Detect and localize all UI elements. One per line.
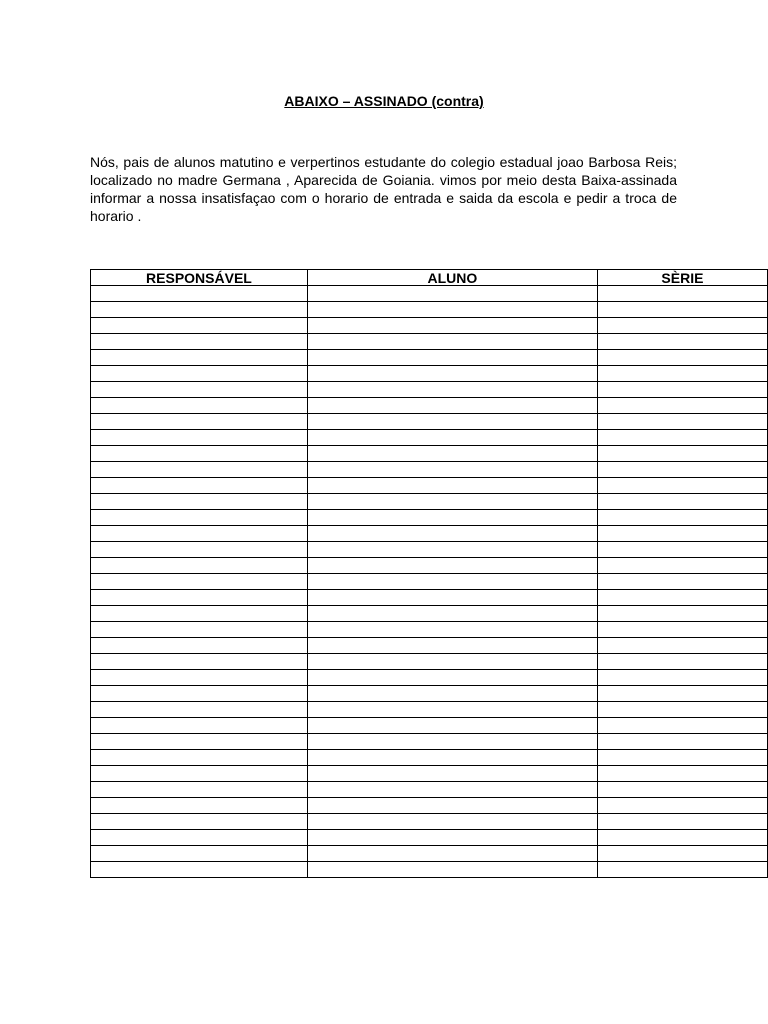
responsavel-cell[interactable] [91, 734, 308, 750]
table-row [91, 382, 768, 398]
aluno-cell[interactable] [307, 430, 597, 446]
aluno-cell[interactable] [307, 510, 597, 526]
serie-cell[interactable] [597, 622, 767, 638]
serie-cell[interactable] [597, 862, 767, 878]
table-row [91, 462, 768, 478]
aluno-cell[interactable] [307, 862, 597, 878]
responsavel-cell[interactable] [91, 414, 308, 430]
serie-cell[interactable] [597, 574, 767, 590]
table-row [91, 750, 768, 766]
responsavel-cell[interactable] [91, 862, 308, 878]
serie-cell[interactable] [597, 414, 767, 430]
serie-cell[interactable] [597, 446, 767, 462]
serie-cell[interactable] [597, 478, 767, 494]
aluno-cell[interactable] [307, 478, 597, 494]
aluno-cell[interactable] [307, 622, 597, 638]
serie-cell[interactable] [597, 382, 767, 398]
responsavel-cell[interactable] [91, 510, 308, 526]
aluno-cell[interactable] [307, 286, 597, 302]
table-row [91, 446, 768, 462]
responsavel-cell[interactable] [91, 366, 308, 382]
table-row [91, 862, 768, 878]
serie-cell[interactable] [597, 494, 767, 510]
aluno-cell[interactable] [307, 766, 597, 782]
responsavel-cell[interactable] [91, 830, 308, 846]
table-row [91, 670, 768, 686]
table-row [91, 766, 768, 782]
table-row [91, 334, 768, 350]
responsavel-cell[interactable] [91, 798, 308, 814]
responsavel-cell[interactable] [91, 638, 308, 654]
responsavel-cell[interactable] [91, 622, 308, 638]
serie-cell[interactable] [597, 686, 767, 702]
aluno-cell[interactable] [307, 462, 597, 478]
serie-cell[interactable] [597, 670, 767, 686]
serie-cell[interactable] [597, 798, 767, 814]
intro-paragraph: Nós, pais de alunos matutino e verpertinos estudante do colegio estadual joao Barbosa Reis; localizado no madre Germana , Aparecida de Goiania. vimos por meio desta Baixa-assinada informar a nossa insatisfaçao com o horario de entrada e saida da escola e pedir a troca de horario . [90, 154, 677, 224]
responsavel-cell[interactable] [91, 542, 308, 558]
serie-cell[interactable] [597, 542, 767, 558]
responsavel-cell[interactable] [91, 606, 308, 622]
responsavel-cell[interactable] [91, 302, 308, 318]
serie-cell[interactable] [597, 334, 767, 350]
table-row [91, 718, 768, 734]
table-row [91, 830, 768, 846]
aluno-cell[interactable] [307, 670, 597, 686]
serie-cell[interactable] [597, 558, 767, 574]
responsavel-cell[interactable] [91, 686, 308, 702]
aluno-cell[interactable] [307, 606, 597, 622]
responsavel-cell[interactable] [91, 782, 308, 798]
table-row [91, 350, 768, 366]
aluno-cell[interactable] [307, 382, 597, 398]
table-row [91, 526, 768, 542]
table-row [91, 622, 768, 638]
serie-cell[interactable] [597, 830, 767, 846]
aluno-cell[interactable] [307, 558, 597, 574]
aluno-cell[interactable] [307, 686, 597, 702]
responsavel-cell[interactable] [91, 430, 308, 446]
serie-cell[interactable] [597, 590, 767, 606]
serie-cell[interactable] [597, 734, 767, 750]
table-row [91, 398, 768, 414]
responsavel-cell[interactable] [91, 670, 308, 686]
table-row [91, 702, 768, 718]
table-row [91, 430, 768, 446]
aluno-cell[interactable] [307, 590, 597, 606]
responsavel-cell[interactable] [91, 478, 308, 494]
responsavel-cell[interactable] [91, 446, 308, 462]
serie-cell[interactable] [597, 766, 767, 782]
aluno-cell[interactable] [307, 494, 597, 510]
table-body [91, 286, 768, 878]
serie-cell[interactable] [597, 782, 767, 798]
responsavel-cell[interactable] [91, 462, 308, 478]
responsavel-cell[interactable] [91, 750, 308, 766]
responsavel-cell[interactable] [91, 334, 308, 350]
serie-cell[interactable] [597, 814, 767, 830]
header-serie: SÈRIE [597, 270, 767, 286]
table-row [91, 574, 768, 590]
aluno-cell[interactable] [307, 734, 597, 750]
aluno-cell[interactable] [307, 750, 597, 766]
header-responsavel: RESPONSÁVEL [91, 270, 308, 286]
responsavel-cell[interactable] [91, 286, 308, 302]
aluno-cell[interactable] [307, 350, 597, 366]
responsavel-cell[interactable] [91, 718, 308, 734]
serie-cell[interactable] [597, 286, 767, 302]
aluno-cell[interactable] [307, 542, 597, 558]
serie-cell[interactable] [597, 846, 767, 862]
table-row [91, 606, 768, 622]
aluno-cell[interactable] [307, 398, 597, 414]
table-row [91, 638, 768, 654]
aluno-cell[interactable] [307, 718, 597, 734]
responsavel-cell[interactable] [91, 318, 308, 334]
table-row [91, 782, 768, 798]
serie-cell[interactable] [597, 462, 767, 478]
aluno-cell[interactable] [307, 846, 597, 862]
responsavel-cell[interactable] [91, 558, 308, 574]
table-row [91, 542, 768, 558]
table-row [91, 494, 768, 510]
table-row [91, 654, 768, 670]
table-row [91, 286, 768, 302]
table-row [91, 558, 768, 574]
table-header-row [91, 270, 768, 286]
responsavel-cell[interactable] [91, 398, 308, 414]
aluno-cell[interactable] [307, 814, 597, 830]
aluno-cell[interactable] [307, 302, 597, 318]
serie-cell[interactable] [597, 718, 767, 734]
responsavel-cell[interactable] [91, 846, 308, 862]
table-row [91, 590, 768, 606]
serie-cell[interactable] [597, 606, 767, 622]
serie-cell[interactable] [597, 638, 767, 654]
aluno-cell[interactable] [307, 446, 597, 462]
table-row [91, 798, 768, 814]
responsavel-cell[interactable] [91, 494, 308, 510]
aluno-cell[interactable] [307, 414, 597, 430]
table-row [91, 734, 768, 750]
page-title: ABAIXO – ASSINADO (contra) [284, 93, 484, 109]
serie-cell[interactable] [597, 302, 767, 318]
header-aluno: ALUNO [307, 270, 597, 286]
responsavel-cell[interactable] [91, 766, 308, 782]
responsavel-cell[interactable] [91, 350, 308, 366]
responsavel-cell[interactable] [91, 702, 308, 718]
serie-cell[interactable] [597, 318, 767, 334]
table-row [91, 846, 768, 862]
serie-cell[interactable] [597, 702, 767, 718]
signature-table [90, 269, 768, 878]
responsavel-cell[interactable] [91, 654, 308, 670]
aluno-cell[interactable] [307, 526, 597, 542]
aluno-cell[interactable] [307, 654, 597, 670]
serie-cell[interactable] [597, 398, 767, 414]
table-row [91, 414, 768, 430]
serie-cell[interactable] [597, 526, 767, 542]
serie-cell[interactable] [597, 366, 767, 382]
aluno-cell[interactable] [307, 334, 597, 350]
serie-cell[interactable] [597, 510, 767, 526]
aluno-cell[interactable] [307, 830, 597, 846]
table-row [91, 366, 768, 382]
table-row [91, 478, 768, 494]
table-row [91, 302, 768, 318]
serie-cell[interactable] [597, 654, 767, 670]
responsavel-cell[interactable] [91, 814, 308, 830]
responsavel-cell[interactable] [91, 590, 308, 606]
responsavel-cell[interactable] [91, 382, 308, 398]
aluno-cell[interactable] [307, 702, 597, 718]
table-row [91, 814, 768, 830]
table-row [91, 318, 768, 334]
table-row [91, 510, 768, 526]
aluno-cell[interactable] [307, 318, 597, 334]
responsavel-cell[interactable] [91, 574, 308, 590]
serie-cell[interactable] [597, 750, 767, 766]
aluno-cell[interactable] [307, 366, 597, 382]
aluno-cell[interactable] [307, 782, 597, 798]
responsavel-cell[interactable] [91, 526, 308, 542]
aluno-cell[interactable] [307, 638, 597, 654]
aluno-cell[interactable] [307, 798, 597, 814]
serie-cell[interactable] [597, 430, 767, 446]
aluno-cell[interactable] [307, 574, 597, 590]
table-row [91, 686, 768, 702]
serie-cell[interactable] [597, 350, 767, 366]
